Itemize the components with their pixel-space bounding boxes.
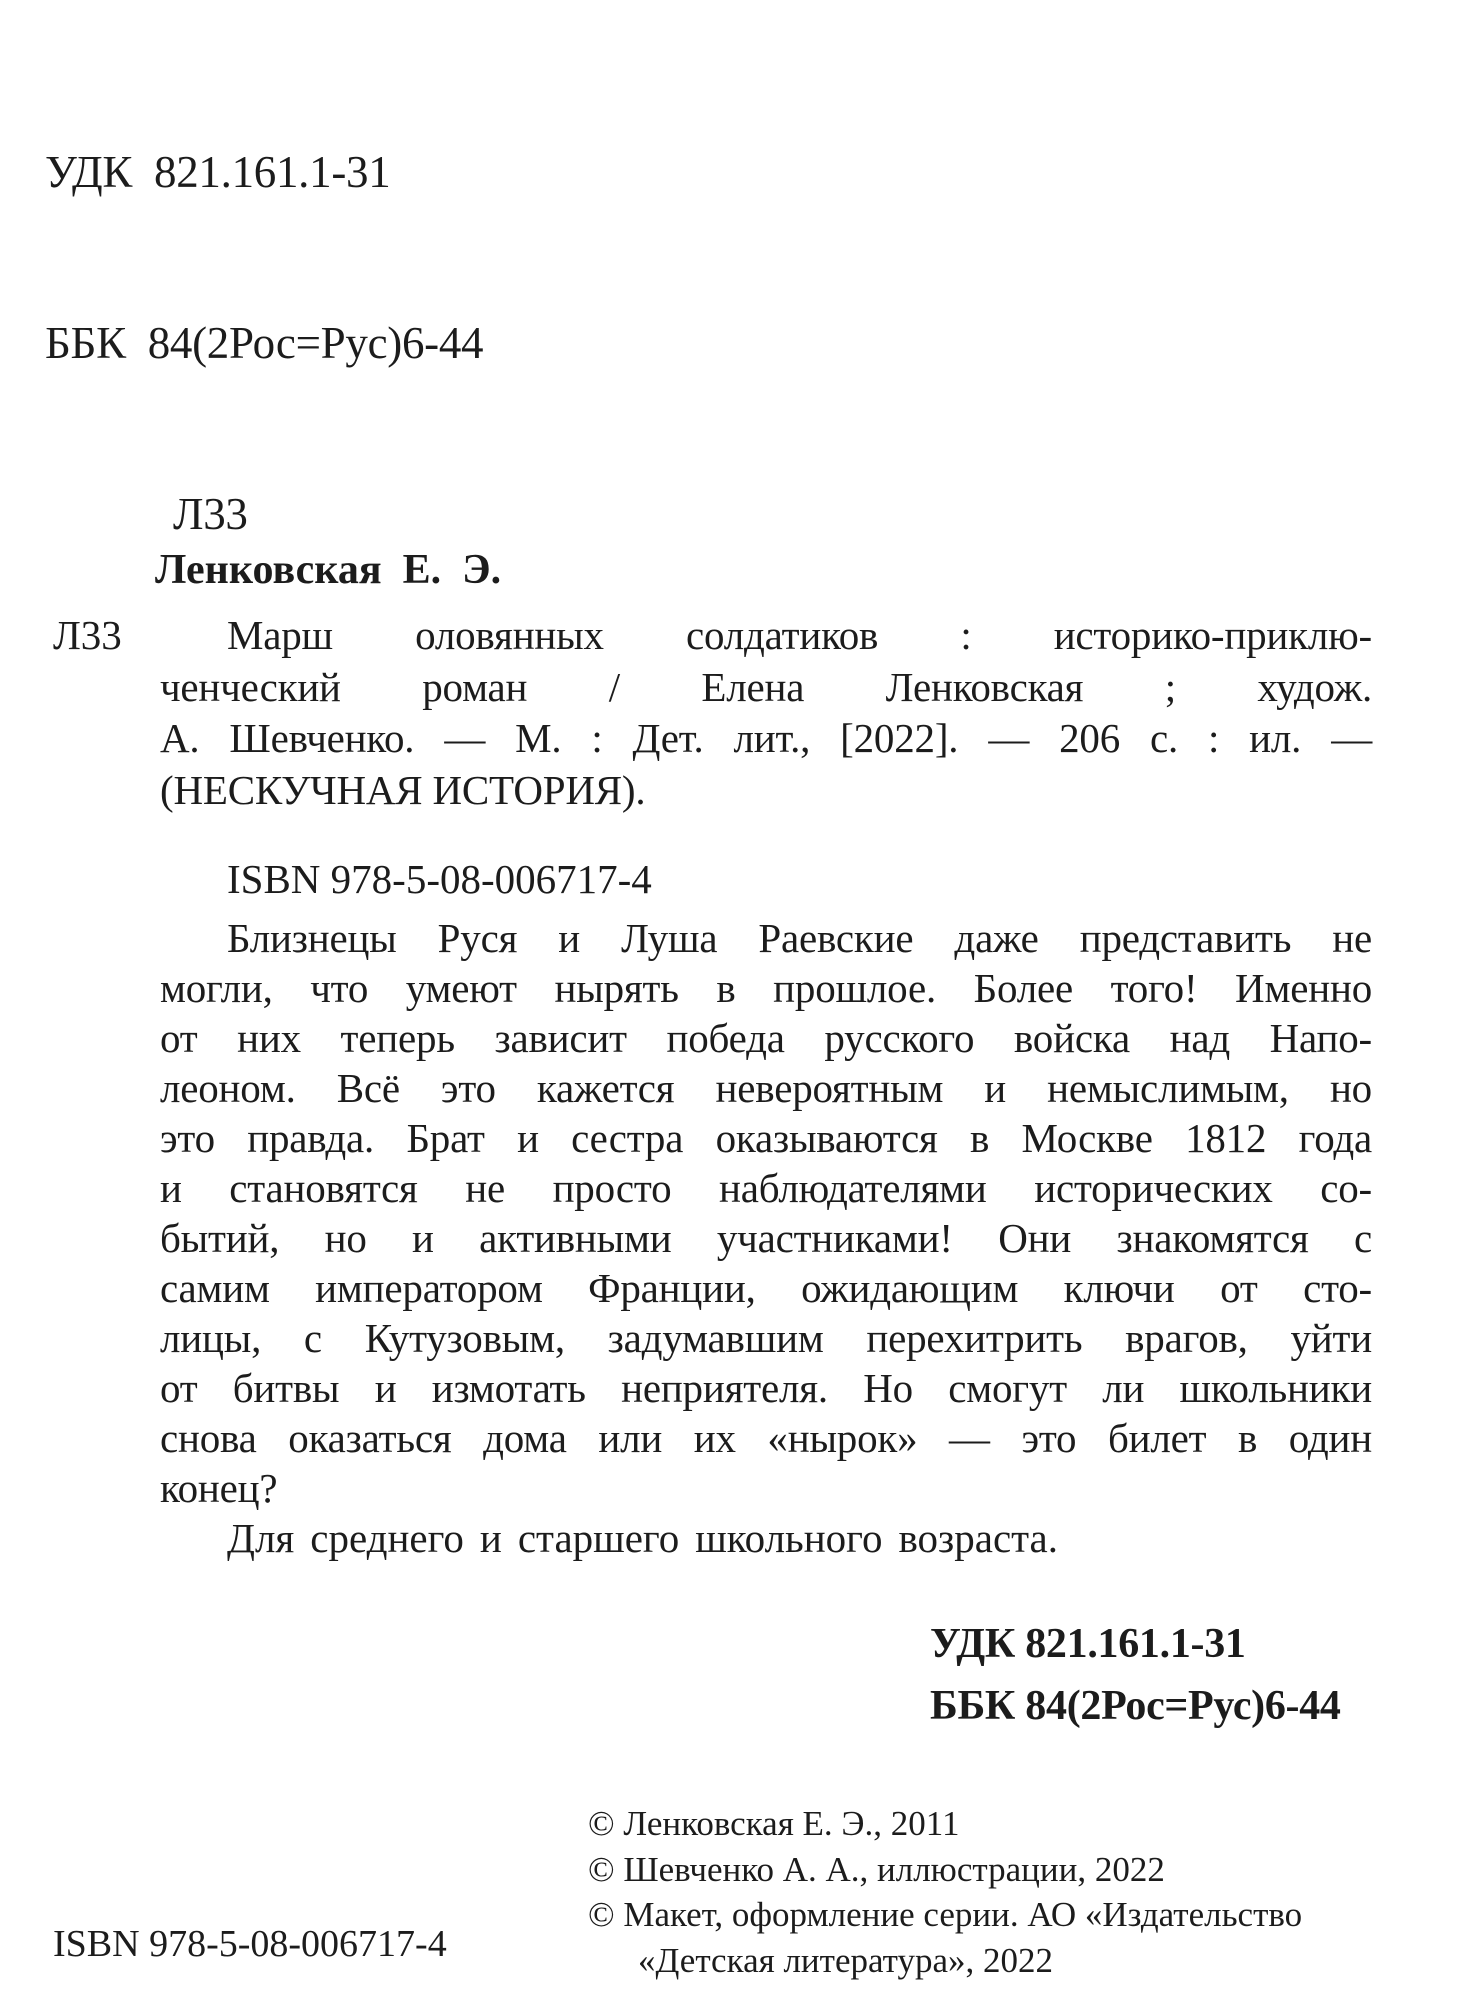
annotation-line: бытий, но и активными участниками! Они знакомятся с: [160, 1215, 1372, 1261]
isbn-number: ISBN 978-5-08-006717-4: [227, 856, 652, 902]
shelf-sign-top: Л33: [173, 489, 248, 539]
copyright-author: © Ленковская Е. Э., 2011: [588, 1804, 960, 1843]
copyright-block: [588, 1801, 1388, 1983]
annotation-line: снова оказаться дома или их «нырок» — это билет в один: [160, 1415, 1372, 1461]
copyright-publisher-cont: «Детская литература», 2022: [638, 1940, 1053, 1980]
annotation-line: это правда. Брат и сестра оказываются в Москве 1812 года: [160, 1115, 1372, 1161]
annotation-line: самим императором Франции, ожидающим ключи от сто-: [160, 1265, 1372, 1311]
audience-note: Для среднего и старшего школьного возраста.: [227, 1515, 1059, 1561]
shelf-code-margin: Л33: [53, 612, 122, 658]
bib-line: (НЕСКУЧНАЯ ИСТОРИЯ).: [160, 766, 646, 813]
bibliographic-record: [160, 610, 1372, 816]
bib-line: Марш оловянных солдатиков : историко-приклю-: [227, 612, 1372, 658]
annotation-line: Близнецы Руся и Луша Раевские даже представить не: [227, 915, 1372, 961]
annotation-line: леоном. Всё это кажется невероятным и немыслимым, но: [160, 1065, 1372, 1111]
annotation-line: и становятся не просто наблюдателями исторических со-: [160, 1165, 1372, 1211]
copyright-publisher: © Макет, оформление серии. АО «Издательство: [588, 1895, 1303, 1934]
classification-codes-right: [930, 1613, 1341, 1737]
copyright-illustrator: © Шевченко А. А., иллюстрации, 2022: [588, 1849, 1165, 1889]
bib-line: А. Шевченко. — М. : Дет. лит., [2022]. — 206 с. : ил. —: [160, 715, 1372, 761]
isbn-number-bottom: ISBN 978-5-08-006717-4: [53, 1923, 447, 1965]
udk-code-right: УДК 821.161.1-31: [930, 1621, 1246, 1667]
bbk-code-right: ББК 84(2Рос=Рус)6-44: [930, 1683, 1341, 1729]
annotation-line: от них теперь зависит победа русского войска над Напо-: [160, 1015, 1372, 1061]
annotation-line: лицы, с Кутузовым, задумавшим перехитрить врагов, уйти: [160, 1315, 1372, 1361]
annotation-paragraph: [160, 913, 1372, 1513]
annotation-line: от битвы и измотать неприятеля. Но смогут ли школьники: [160, 1365, 1372, 1411]
bbk-code-top: ББК 84(2Рос=Рус)6-44: [45, 318, 484, 368]
annotation-line: могли, что умеют нырять в прошлое. Более того! Именно: [160, 965, 1372, 1011]
bib-line: ченческий роман / Елена Ленковская ; худож.: [160, 663, 1372, 710]
udk-code-top: УДК 821.161.1-31: [45, 147, 391, 197]
author-heading: Ленковская Е. Э.: [155, 547, 502, 593]
annotation-line: конец?: [160, 1465, 278, 1511]
